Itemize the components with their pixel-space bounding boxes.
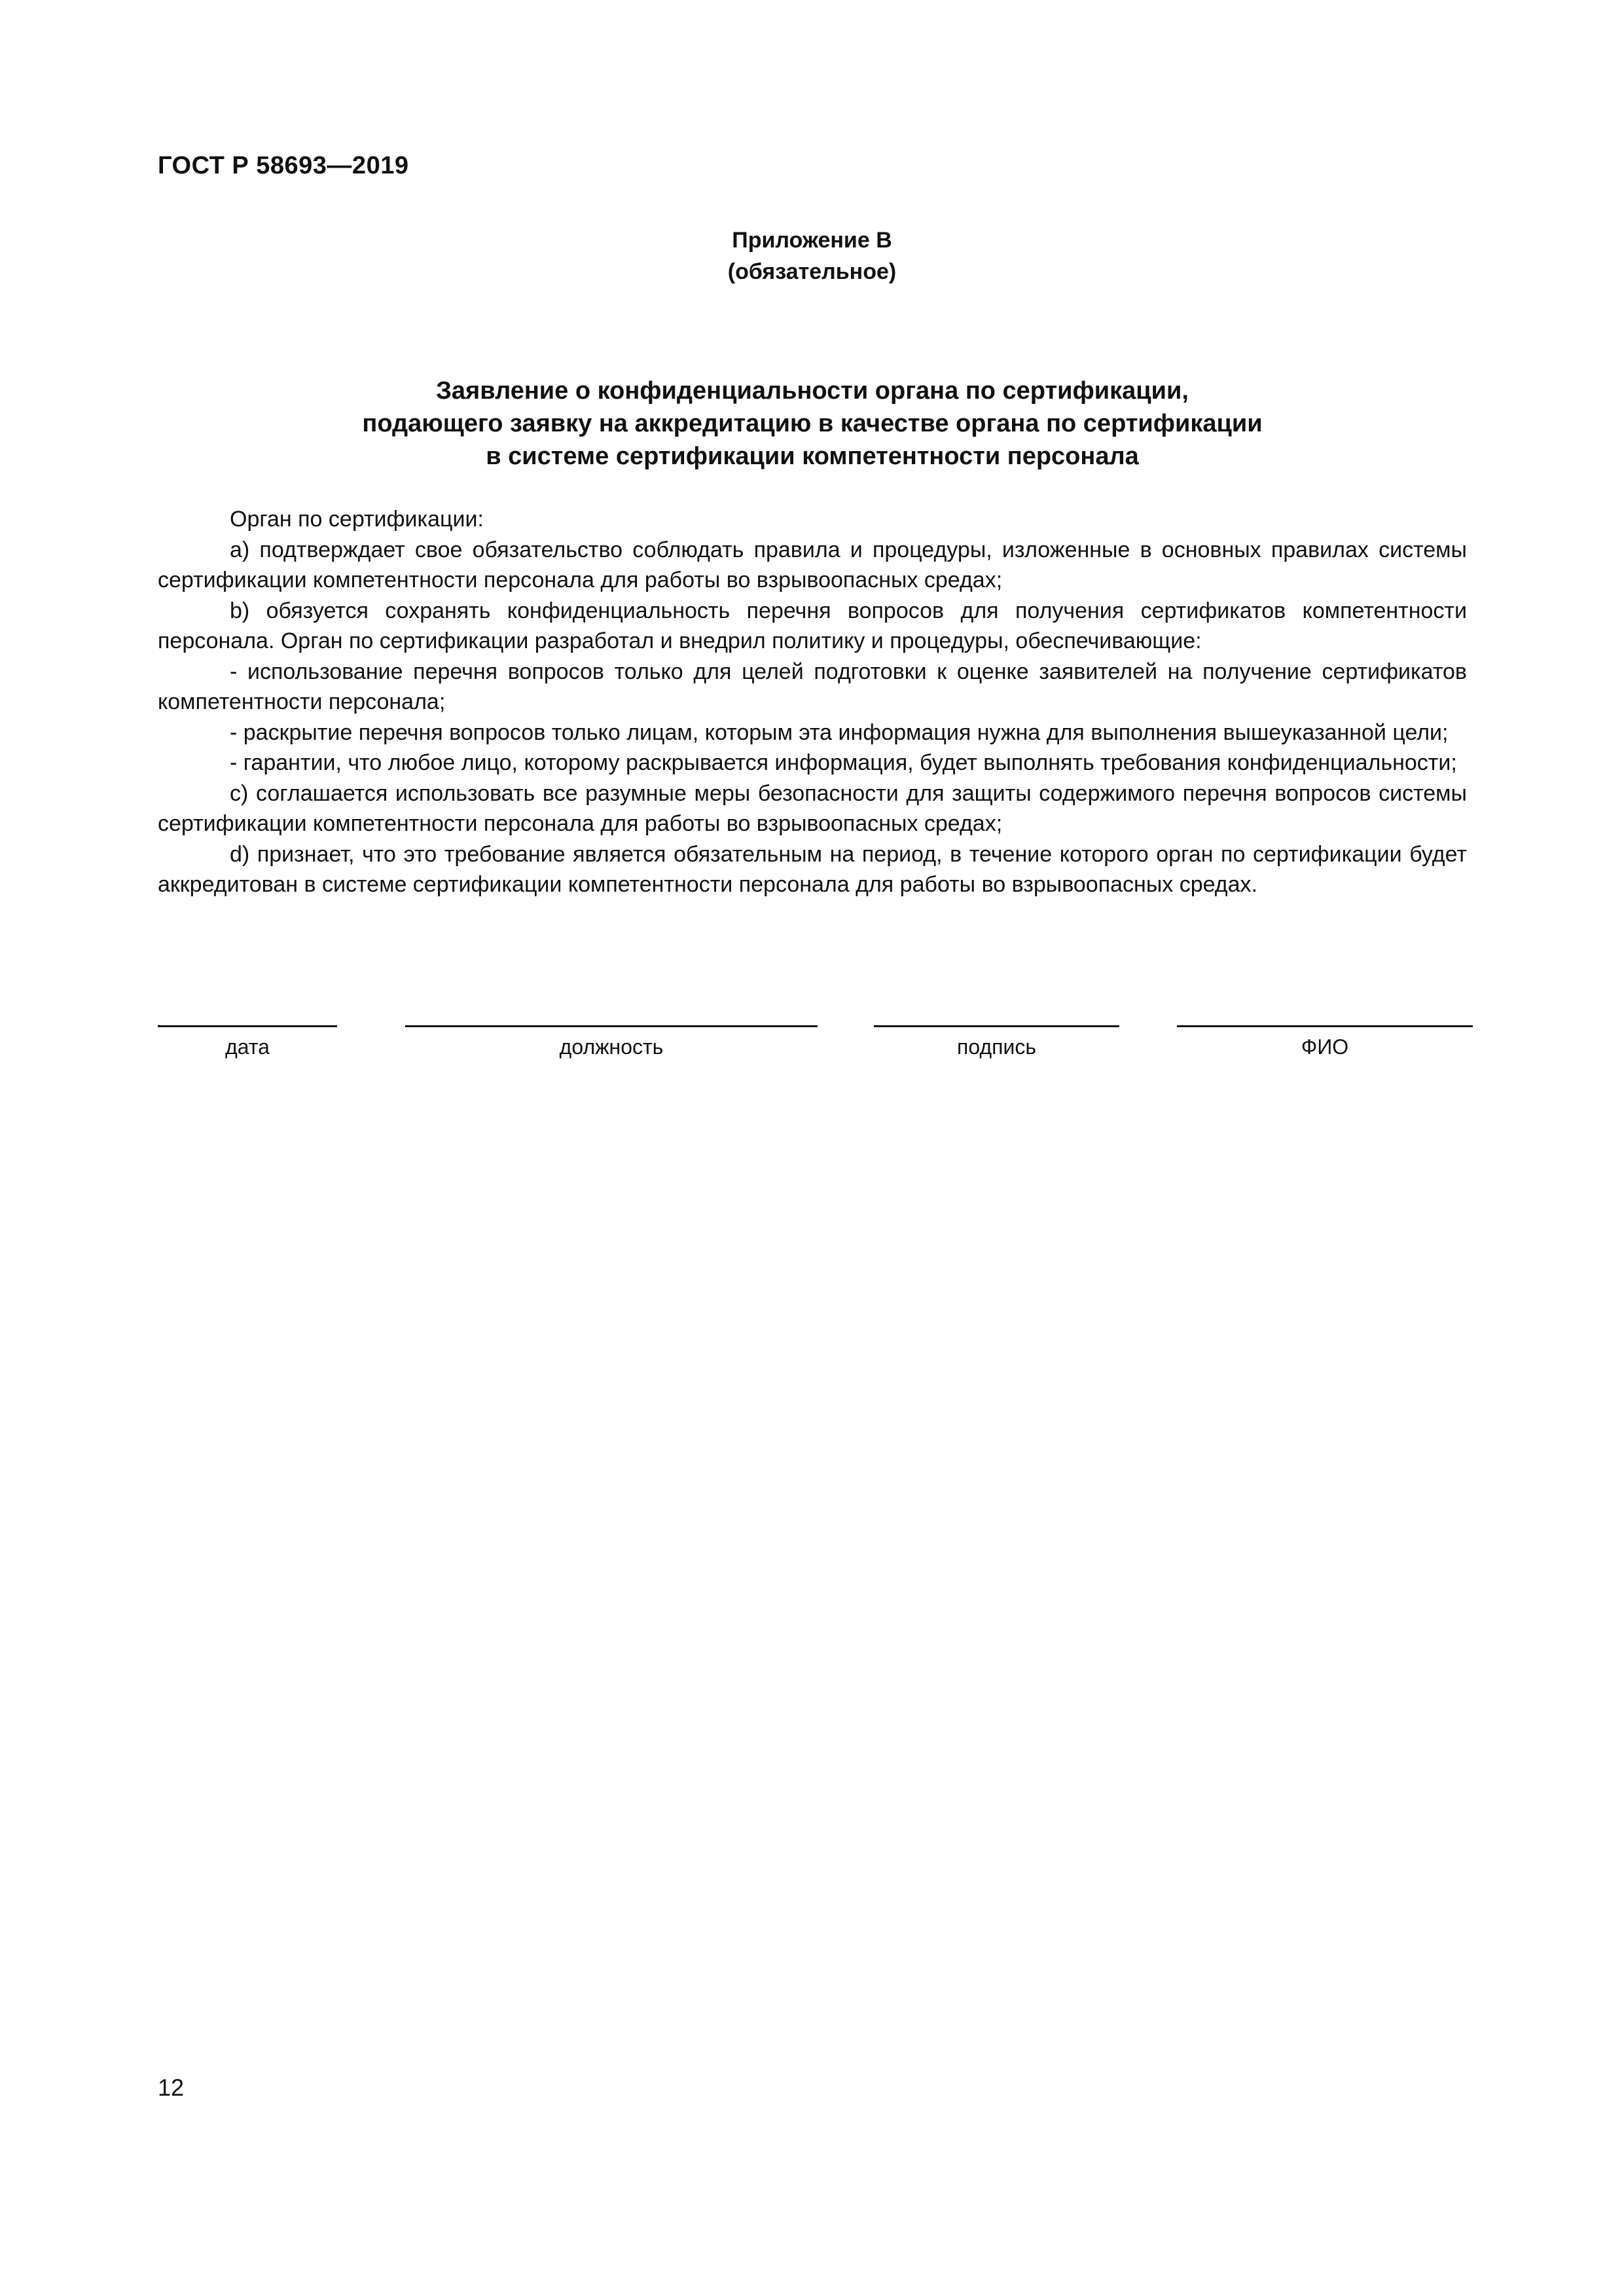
statement-title-line: в системе сертификации компетентности персонала <box>486 443 1139 470</box>
body-paragraph: c) соглашается использовать все разумные меры безопасности для защиты содержимого перечня вопросов системы сертификации компетентности персонала для работы во взрывоопасных средах; <box>158 780 1467 836</box>
signature-name-field: ФИО <box>1177 1025 1473 1059</box>
statement-title-line: подающего заявку на аккредитацию в качестве органа по сертификации <box>362 410 1263 437</box>
body-paragraph: - использование перечня вопросов только для целей подготовки к оценке заявителей на получение сертификатов компетентности персонала; <box>158 659 1467 714</box>
page-number: 12 <box>158 2074 185 2101</box>
signature-sign-field: подпись <box>874 1025 1119 1059</box>
body-paragraph: Орган по сертификации: <box>230 507 484 532</box>
signature-position-field: должность <box>405 1025 818 1059</box>
annex-status: (обязательное) <box>727 259 897 284</box>
document-header: ГОСТ Р 58693—2019 <box>158 152 409 179</box>
signature-date-field: дата <box>158 1025 337 1059</box>
statement-title-line: Заявление о конфиденциальности органа по сертификации, <box>436 377 1189 405</box>
statement-body <box>158 504 1467 900</box>
body-paragraph: - гарантии, что любое лицо, которому раскрывается информация, будет выполнять требования конфиденциальности; <box>230 750 1457 775</box>
statement-title <box>158 374 1467 473</box>
annex-title: Приложение В <box>732 228 892 253</box>
body-paragraph: b) обязуется сохранять конфиденциальность перечня вопросов для получения сертификатов компетентности персонала. Орган по сертификации разработал и внедрил политику и процедуры, обеспечивающие: <box>158 598 1467 653</box>
body-paragraph: a) подтверждает свое обязательство соблюдать правила и процедуры, изложенные в основных правилах системы сертификации компетентности персонала для работы во взрывоопасных средах; <box>158 537 1467 592</box>
body-paragraph: d) признает, что это требование является обязательным на период, в течение которого орган по сертификации будет аккредитован в системе сертификации компетентности персонала для работы во взрывоопасных средах. <box>158 841 1467 897</box>
body-paragraph: - раскрытие перечня вопросов только лицам, которым эта информация нужна для выполнения вышеуказанной цели; <box>230 720 1449 745</box>
signature-block <box>0 1025 1624 1071</box>
